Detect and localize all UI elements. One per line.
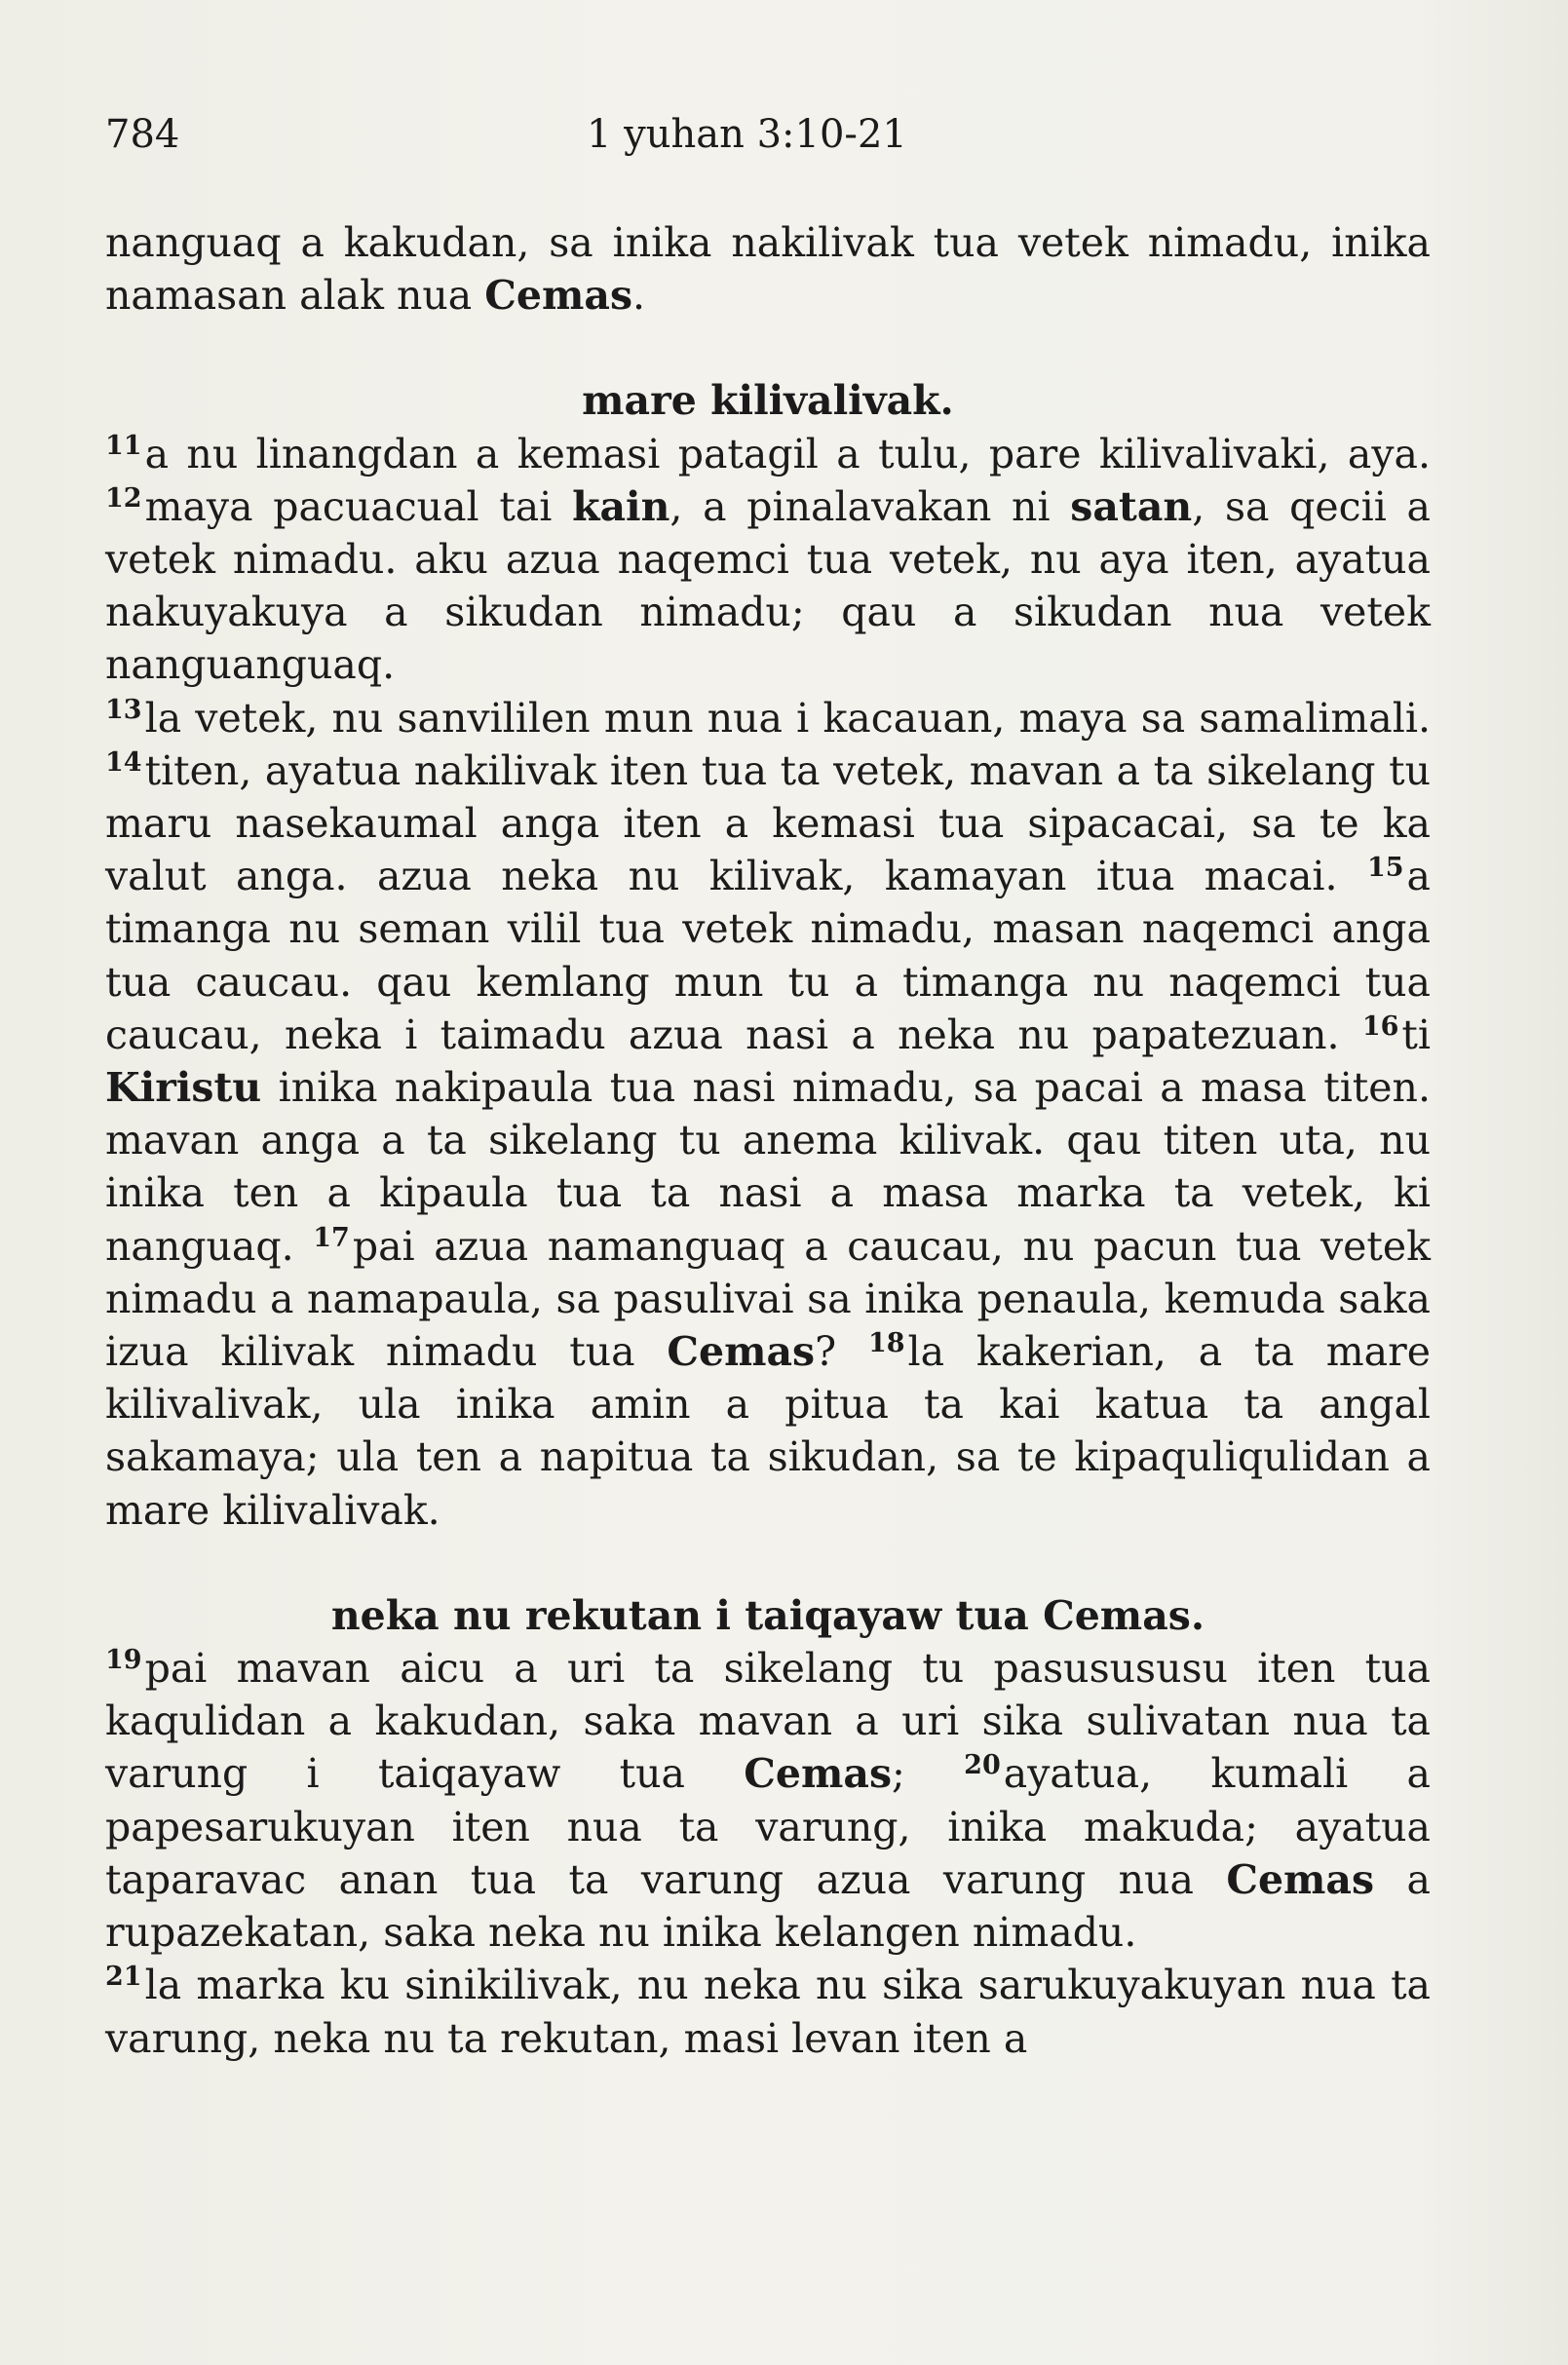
page-header xyxy=(105,105,1431,164)
paragraph: $^{13}$la vetek, nu sanvililen mun nua i kacauan, maya sa samalimali. $^{14}$titen, ayatua nakilivak iten tua ta vetek, mavan a ta sikelang tu maru nasekaumal anga iten a kemasi tua sipacacai, sa te ka valut anga. azua neka nu kilivak, kamayan itua macai. $^{15}$a timanga nu seman vilil tua vetek nimadu, masan naqemci anga tua caucau. qau kemlang mun tu a timanga nu naqemci tua caucau, neka i taimadu azua nasi a neka nu papatezuan. $^{16}$ti Kiristu inika nakipaula tua nasi nimadu, sa pacai a masa titen. mavan anga a ta sikelang tu anema kilivak. qau titen uta, nu inika ten a kipaula tua ta nasi a masa marka ta vetek, ki nanguaq. $^{17}$pai azua namanguaq a caucau, nu pacun tua vetek nimadu a namapaula, sa pasulivai sa inika penaula, kemuda saka izua kilivak nimadu tua Cemas? $^{18}$la kakerian, a ta mare kilivalivak, ula inika amin a pitua ta kai katua ta angal sakamaya; ula ten a napitua ta sikudan, sa te kipaquliqulidan a mare kilivalivak. xyxy=(105,694,1431,1534)
paragraph: nanguaq a kakudan, sa inika nakilivak tua vetek nimadu, inika namasan alak nua Cemas. xyxy=(105,219,1431,320)
verse-number: 14 xyxy=(105,746,142,778)
verse-number: 21 xyxy=(105,1962,142,1993)
verse-number: 11 xyxy=(105,430,142,461)
divine-name: Cemas xyxy=(484,272,633,320)
verse-number: 18 xyxy=(867,1328,905,1359)
verse-number: 16 xyxy=(1361,1011,1399,1042)
paragraph: $^{19}$pai mavan aicu a uri ta sikelang tu pasusususu iten tua kaqulidan a kakudan, saka mavan a uri sika sulivatan nua ta varung i taiqayaw tua Cemas; $^{20}$ayatua, kumali a papesarukuyan iten nua ta varung, inika makuda; ayatua taparavac anan tua ta varung azua varung nua Cemas a rupazekatan, saka neka nu inika kelangen nimadu. xyxy=(105,1645,1431,1957)
paragraph: $^{21}$la marka ku sinikilivak, nu neka nu sika sarukuyakuyan nua ta varung, neka nu ta rekutan, masi levan iten a xyxy=(105,1962,1431,2062)
verse-number: 17 xyxy=(313,1222,350,1253)
paragraph: $^{11}$a nu linangdan a kemasi patagil a tulu, pare kilivalivaki, aya. $^{12}$maya pacuacual tai kain, a pinalavakan ni satan, sa qecii a vetek nimadu. aku azua naqemci tua vetek, nu aya iten, ayatua nakuyakuya a sikudan nimadu; qau a sikudan nua vetek nanguanguaq. xyxy=(105,430,1431,689)
running-head: 1 yuhan 3:10-21 xyxy=(587,112,907,157)
verse-number: 12 xyxy=(105,482,142,514)
verse-number: 13 xyxy=(105,694,142,725)
verse-number: 19 xyxy=(105,1645,142,1676)
verse-number: 20 xyxy=(964,1750,1001,1781)
page-number: 784 xyxy=(105,112,180,157)
body-text xyxy=(105,216,1431,2065)
section-heading: neka nu rekutan i taiqayaw tua Cemas. xyxy=(330,1591,1205,1639)
section-heading: mare kilivalivak. xyxy=(582,377,954,425)
verse-number: 15 xyxy=(1366,853,1404,884)
